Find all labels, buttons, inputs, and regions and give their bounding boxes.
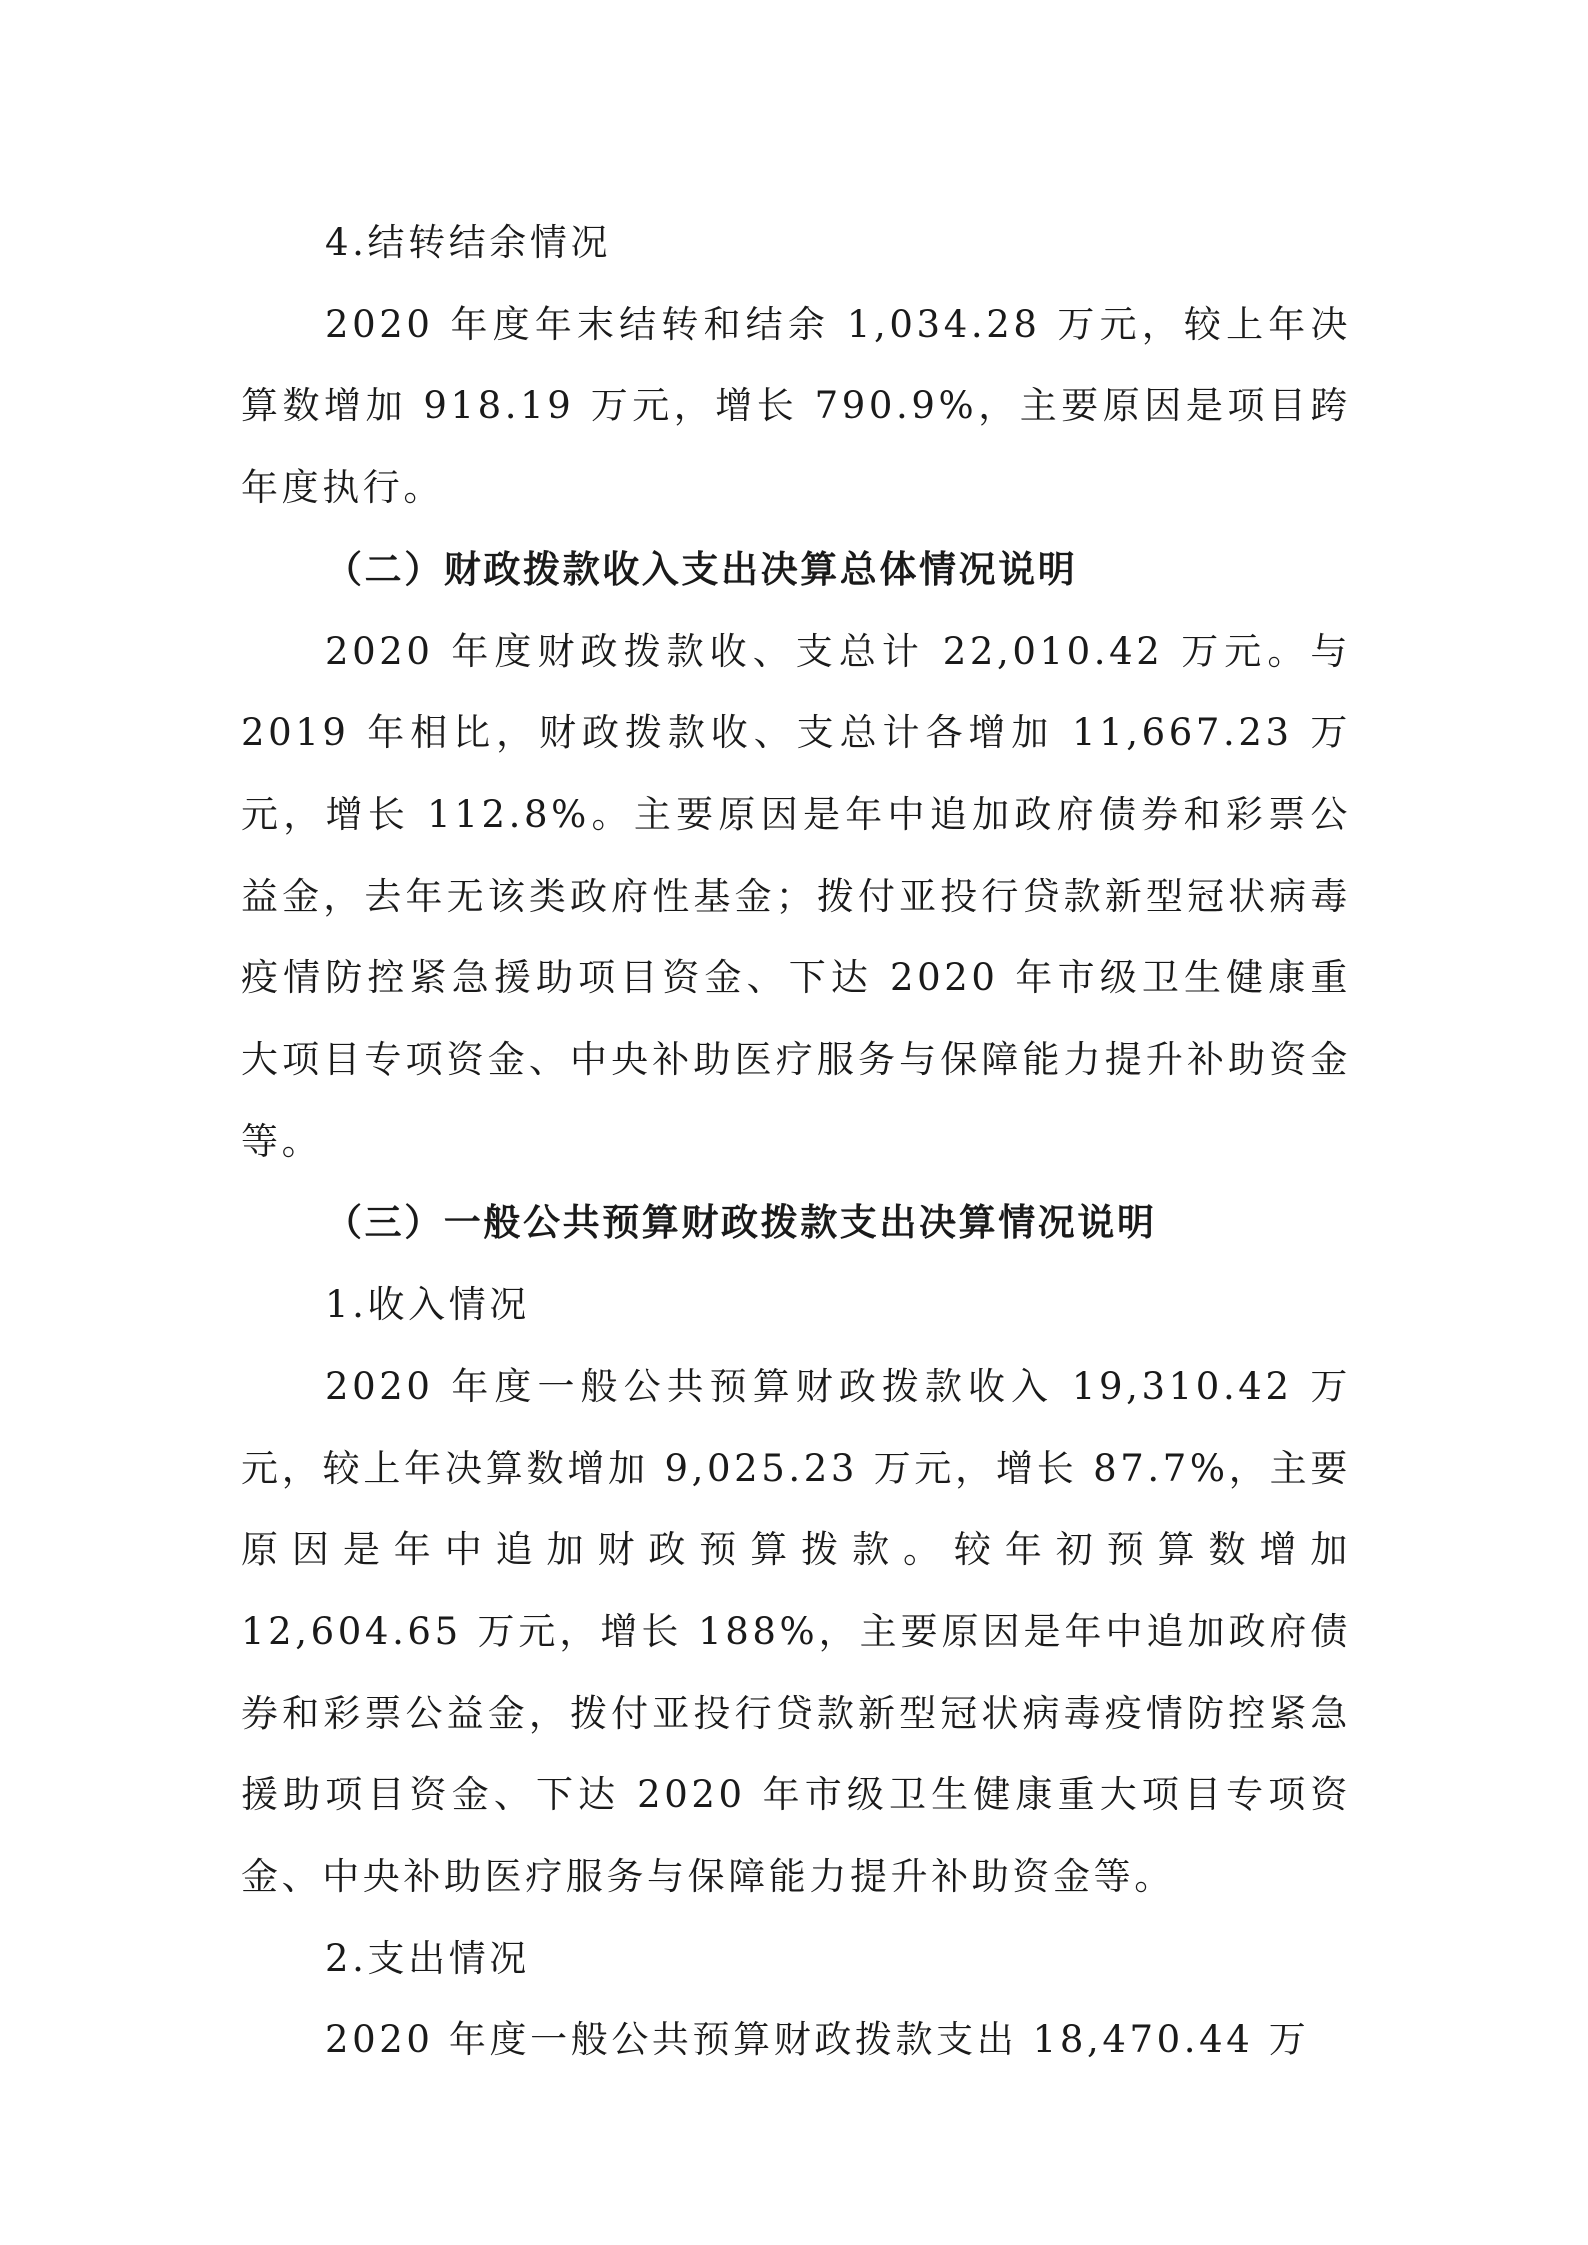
subheading-carryover: 4.结转结余情况 — [325, 221, 612, 264]
paragraph-carryover: 2020 年度年末结转和结余 1,034.28 万元，较上年决算数增加 918.19 万元，增长 790.9%，主要原因是项目跨年度执行。 — [241, 302, 1351, 510]
section-heading-3: （三）一般公共预算财政拨款支出决算情况说明 — [325, 1201, 1157, 1245]
paragraph-income: 2020 年度一般公共预算财政拨款收入 19,310.42 万元，较上年决算数增加 9,025.23 万元，增长 87.7%，主要原因是年中追加财政预算拨款。较年初预算数增加 12,604.65 万元，增长 188%，主要原因是年中追加政府债券和彩票公益金，拨付亚投行贷款新型冠状病毒疫情防控紧急援助项目资金、下达 2020 年市级卫生健康重大项目专项资金、中央补助医疗服务与保障能力提升补助资金等。 — [241, 1364, 1351, 1899]
section-heading-2: （二）财政拨款收入支出决算总体情况说明 — [325, 547, 1078, 591]
document-body — [241, 202, 1351, 2081]
paragraph-fiscal-total: 2020 年度财政拨款收、支总计 22,010.42 万元。与 2019 年相比，财政拨款收、支总计各增加 11,667.23 万元，增长 112.8%。主要原因是年中追加政府债券和彩票公益金，去年无该类政府性基金；拨付亚投行贷款新型冠状病毒疫情防控紧急援助项目资金、下达 2020 年市级卫生健康重大项目专项资金、中央补助医疗服务与保障能力提升补助资金等。 — [241, 629, 1351, 1163]
paragraph-expenditure: 2020 年度一般公共预算财政拨款支出 18,470.44 万 — [325, 2018, 1310, 2062]
subheading-expenditure: 2.支出情况 — [325, 1936, 530, 1980]
subheading-income: 1.收入情况 — [325, 1283, 530, 1327]
